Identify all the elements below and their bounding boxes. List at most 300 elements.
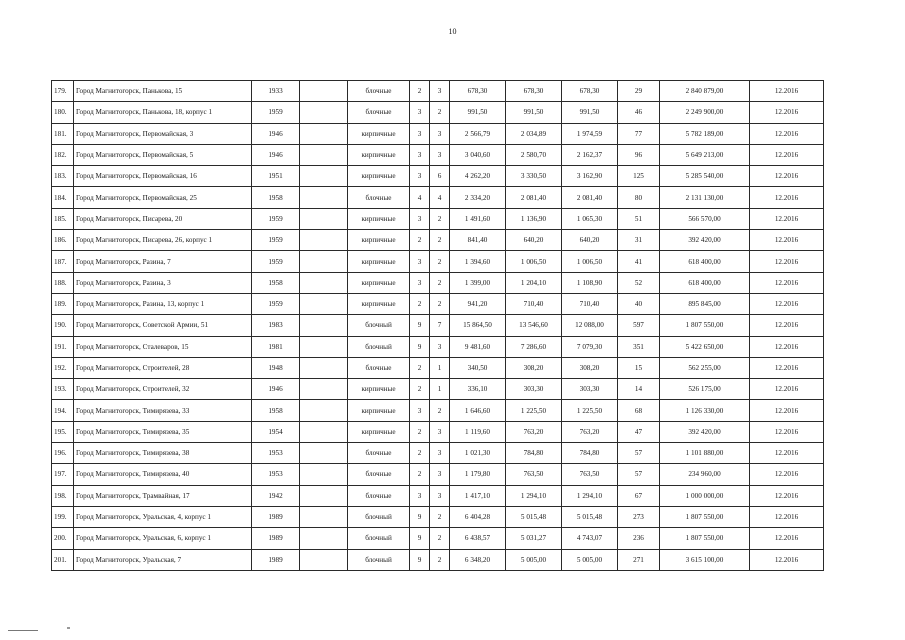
housing-registry-table <box>51 80 824 571</box>
residents-count-cell: 67 <box>618 485 660 506</box>
empty-cell <box>300 400 348 421</box>
residents-count-cell: 68 <box>618 400 660 421</box>
empty-cell <box>300 251 348 272</box>
year-built-cell: 1948 <box>252 357 300 378</box>
total-area-cell: 1 491,60 <box>450 208 506 229</box>
empty-cell <box>300 421 348 442</box>
address-cell: Город Магнитогорск, Уральская, 6, корпус 1 <box>74 528 252 549</box>
address-cell: Город Магнитогорск, Уральская, 4, корпус 1 <box>74 506 252 527</box>
residential-area-cell: 2 162,37 <box>562 144 618 165</box>
residents-count-cell: 31 <box>618 230 660 251</box>
residential-area-cell: 991,50 <box>562 102 618 123</box>
row-number-cell: 193. <box>52 379 74 400</box>
wall-material-cell: кирпичные <box>348 272 410 293</box>
table-row <box>52 230 824 251</box>
row-number-cell: 188. <box>52 272 74 293</box>
deadline-cell: 12.2016 <box>750 102 824 123</box>
entrances-cell: 2 <box>430 400 450 421</box>
floors-cell: 2 <box>410 357 430 378</box>
total-area-cell: 1 417,10 <box>450 485 506 506</box>
wall-material-cell: кирпичные <box>348 208 410 229</box>
wall-material-cell: блочные <box>348 485 410 506</box>
row-number-cell: 179. <box>52 81 74 102</box>
living-area-cell: 1 136,90 <box>506 208 562 229</box>
floors-cell: 9 <box>410 549 430 570</box>
row-number-cell: 182. <box>52 144 74 165</box>
residential-area-cell: 640,20 <box>562 230 618 251</box>
table-row <box>52 123 824 144</box>
living-area-cell: 5 015,48 <box>506 506 562 527</box>
living-area-cell: 710,40 <box>506 293 562 314</box>
total-area-cell: 841,40 <box>450 230 506 251</box>
table-row <box>52 102 824 123</box>
row-number-cell: 187. <box>52 251 74 272</box>
wall-material-cell: блочные <box>348 81 410 102</box>
wall-material-cell: кирпичные <box>348 293 410 314</box>
entrances-cell: 3 <box>430 485 450 506</box>
floors-cell: 2 <box>410 421 430 442</box>
residents-count-cell: 273 <box>618 506 660 527</box>
year-built-cell: 1953 <box>252 443 300 464</box>
table-row <box>52 485 824 506</box>
address-cell: Город Магнитогорск, Первомайская, 16 <box>74 166 252 187</box>
year-built-cell: 1954 <box>252 421 300 442</box>
year-built-cell: 1946 <box>252 379 300 400</box>
repair-cost-cell: 1 101 880,00 <box>660 443 750 464</box>
total-area-cell: 9 481,60 <box>450 336 506 357</box>
table-row <box>52 144 824 165</box>
living-area-cell: 784,80 <box>506 443 562 464</box>
empty-cell <box>300 443 348 464</box>
residents-count-cell: 47 <box>618 421 660 442</box>
residents-count-cell: 51 <box>618 208 660 229</box>
living-area-cell: 2 580,70 <box>506 144 562 165</box>
empty-cell <box>300 336 348 357</box>
entrances-cell: 3 <box>430 464 450 485</box>
deadline-cell: 12.2016 <box>750 528 824 549</box>
entrances-cell: 2 <box>430 528 450 549</box>
empty-cell <box>300 464 348 485</box>
wall-material-cell: кирпичные <box>348 166 410 187</box>
floors-cell: 2 <box>410 464 430 485</box>
repair-cost-cell: 5 285 540,00 <box>660 166 750 187</box>
entrances-cell: 2 <box>430 208 450 229</box>
residents-count-cell: 14 <box>618 379 660 400</box>
repair-cost-cell: 1 807 550,00 <box>660 528 750 549</box>
empty-cell <box>300 144 348 165</box>
total-area-cell: 4 262,20 <box>450 166 506 187</box>
deadline-cell: 12.2016 <box>750 293 824 314</box>
wall-material-cell: кирпичные <box>348 144 410 165</box>
row-number-cell: 183. <box>52 166 74 187</box>
total-area-cell: 941,20 <box>450 293 506 314</box>
wall-material-cell: блочный <box>348 528 410 549</box>
empty-cell <box>300 166 348 187</box>
residents-count-cell: 41 <box>618 251 660 272</box>
address-cell: Город Магнитогорск, Строителей, 32 <box>74 379 252 400</box>
empty-cell <box>300 102 348 123</box>
living-area-cell: 5 005,00 <box>506 549 562 570</box>
floors-cell: 9 <box>410 506 430 527</box>
empty-cell <box>300 315 348 336</box>
deadline-cell: 12.2016 <box>750 443 824 464</box>
floors-cell: 3 <box>410 123 430 144</box>
living-area-cell: 991,50 <box>506 102 562 123</box>
floors-cell: 3 <box>410 400 430 421</box>
row-number-cell: 191. <box>52 336 74 357</box>
scan-artifact-line <box>8 630 38 631</box>
table-row <box>52 251 824 272</box>
address-cell: Город Магнитогорск, Первомайская, 5 <box>74 144 252 165</box>
living-area-cell: 13 546,60 <box>506 315 562 336</box>
residents-count-cell: 236 <box>618 528 660 549</box>
residential-area-cell: 763,50 <box>562 464 618 485</box>
repair-cost-cell: 618 400,00 <box>660 251 750 272</box>
entrances-cell: 2 <box>430 251 450 272</box>
living-area-cell: 2 034,89 <box>506 123 562 144</box>
residents-count-cell: 29 <box>618 81 660 102</box>
wall-material-cell: блочный <box>348 549 410 570</box>
entrances-cell: 2 <box>430 293 450 314</box>
repair-cost-cell: 566 570,00 <box>660 208 750 229</box>
floors-cell: 2 <box>410 293 430 314</box>
year-built-cell: 1933 <box>252 81 300 102</box>
empty-cell <box>300 293 348 314</box>
address-cell: Город Магнитогорск, Строителей, 28 <box>74 357 252 378</box>
row-number-cell: 199. <box>52 506 74 527</box>
repair-cost-cell: 392 420,00 <box>660 230 750 251</box>
floors-cell: 3 <box>410 144 430 165</box>
row-number-cell: 186. <box>52 230 74 251</box>
address-cell: Город Магнитогорск, Писарева, 26, корпус 1 <box>74 230 252 251</box>
floors-cell: 9 <box>410 336 430 357</box>
repair-cost-cell: 1 807 550,00 <box>660 506 750 527</box>
wall-material-cell: блочные <box>348 187 410 208</box>
residential-area-cell: 12 088,00 <box>562 315 618 336</box>
entrances-cell: 3 <box>430 123 450 144</box>
row-number-cell: 189. <box>52 293 74 314</box>
deadline-cell: 12.2016 <box>750 400 824 421</box>
row-number-cell: 192. <box>52 357 74 378</box>
empty-cell <box>300 549 348 570</box>
empty-cell <box>300 230 348 251</box>
row-number-cell: 196. <box>52 443 74 464</box>
floors-cell: 2 <box>410 81 430 102</box>
living-area-cell: 678,30 <box>506 81 562 102</box>
row-number-cell: 181. <box>52 123 74 144</box>
total-area-cell: 1 179,80 <box>450 464 506 485</box>
year-built-cell: 1958 <box>252 272 300 293</box>
repair-cost-cell: 2 131 130,00 <box>660 187 750 208</box>
entrances-cell: 2 <box>430 102 450 123</box>
table-row <box>52 336 824 357</box>
entrances-cell: 1 <box>430 357 450 378</box>
empty-cell <box>300 506 348 527</box>
deadline-cell: 12.2016 <box>750 166 824 187</box>
floors-cell: 3 <box>410 251 430 272</box>
address-cell: Город Магнитогорск, Панькова, 18, корпус 1 <box>74 102 252 123</box>
address-cell: Город Магнитогорск, Писарева, 20 <box>74 208 252 229</box>
year-built-cell: 1958 <box>252 400 300 421</box>
total-area-cell: 6 404,28 <box>450 506 506 527</box>
address-cell: Город Магнитогорск, Трамвайная, 17 <box>74 485 252 506</box>
empty-cell <box>300 528 348 549</box>
living-area-cell: 2 081,40 <box>506 187 562 208</box>
residential-area-cell: 763,20 <box>562 421 618 442</box>
table-row <box>52 315 824 336</box>
residential-area-cell: 1 006,50 <box>562 251 618 272</box>
repair-cost-cell: 5 422 650,00 <box>660 336 750 357</box>
living-area-cell: 3 330,50 <box>506 166 562 187</box>
address-cell: Город Магнитогорск, Разина, 7 <box>74 251 252 272</box>
row-number-cell: 185. <box>52 208 74 229</box>
empty-cell <box>300 208 348 229</box>
deadline-cell: 12.2016 <box>750 187 824 208</box>
total-area-cell: 1 394,60 <box>450 251 506 272</box>
living-area-cell: 1 006,50 <box>506 251 562 272</box>
repair-cost-cell: 3 615 100,00 <box>660 549 750 570</box>
total-area-cell: 678,30 <box>450 81 506 102</box>
address-cell: Город Магнитогорск, Сталеваров, 15 <box>74 336 252 357</box>
year-built-cell: 1959 <box>252 293 300 314</box>
wall-material-cell: кирпичные <box>348 379 410 400</box>
living-area-cell: 1 204,10 <box>506 272 562 293</box>
entrances-cell: 3 <box>430 421 450 442</box>
floors-cell: 3 <box>410 272 430 293</box>
residents-count-cell: 597 <box>618 315 660 336</box>
wall-material-cell: кирпичные <box>348 123 410 144</box>
year-built-cell: 1946 <box>252 123 300 144</box>
total-area-cell: 1 646,60 <box>450 400 506 421</box>
residents-count-cell: 77 <box>618 123 660 144</box>
floors-cell: 2 <box>410 443 430 464</box>
table-row <box>52 506 824 527</box>
row-number-cell: 194. <box>52 400 74 421</box>
address-cell: Город Магнитогорск, Первомайская, 25 <box>74 187 252 208</box>
residential-area-cell: 2 081,40 <box>562 187 618 208</box>
table-row <box>52 187 824 208</box>
row-number-cell: 184. <box>52 187 74 208</box>
residents-count-cell: 351 <box>618 336 660 357</box>
address-cell: Город Магнитогорск, Панькова, 15 <box>74 81 252 102</box>
floors-cell: 3 <box>410 102 430 123</box>
floors-cell: 9 <box>410 528 430 549</box>
row-number-cell: 200. <box>52 528 74 549</box>
entrances-cell: 1 <box>430 379 450 400</box>
repair-cost-cell: 5 782 189,00 <box>660 123 750 144</box>
total-area-cell: 6 438,57 <box>450 528 506 549</box>
total-area-cell: 991,50 <box>450 102 506 123</box>
address-cell: Город Магнитогорск, Разина, 3 <box>74 272 252 293</box>
residential-area-cell: 3 162,90 <box>562 166 618 187</box>
wall-material-cell: кирпичные <box>348 421 410 442</box>
table-row <box>52 357 824 378</box>
residents-count-cell: 271 <box>618 549 660 570</box>
residents-count-cell: 52 <box>618 272 660 293</box>
living-area-cell: 5 031,27 <box>506 528 562 549</box>
residential-area-cell: 1 065,30 <box>562 208 618 229</box>
entrances-cell: 2 <box>430 230 450 251</box>
residential-area-cell: 4 743,07 <box>562 528 618 549</box>
year-built-cell: 1989 <box>252 528 300 549</box>
address-cell: Город Магнитогорск, Уральская, 7 <box>74 549 252 570</box>
residential-area-cell: 1 108,90 <box>562 272 618 293</box>
residents-count-cell: 57 <box>618 443 660 464</box>
wall-material-cell: блочный <box>348 336 410 357</box>
living-area-cell: 1 294,10 <box>506 485 562 506</box>
year-built-cell: 1942 <box>252 485 300 506</box>
residential-area-cell: 308,20 <box>562 357 618 378</box>
page-number: 10 <box>448 27 457 36</box>
row-number-cell: 195. <box>52 421 74 442</box>
wall-material-cell: блочный <box>348 506 410 527</box>
deadline-cell: 12.2016 <box>750 506 824 527</box>
year-built-cell: 1981 <box>252 336 300 357</box>
entrances-cell: 3 <box>430 144 450 165</box>
empty-cell <box>300 272 348 293</box>
repair-cost-cell: 5 649 213,00 <box>660 144 750 165</box>
wall-material-cell: блочные <box>348 443 410 464</box>
deadline-cell: 12.2016 <box>750 272 824 293</box>
floors-cell: 3 <box>410 166 430 187</box>
wall-material-cell: кирпичные <box>348 230 410 251</box>
entrances-cell: 2 <box>430 506 450 527</box>
empty-cell <box>300 81 348 102</box>
deadline-cell: 12.2016 <box>750 421 824 442</box>
total-area-cell: 15 864,50 <box>450 315 506 336</box>
repair-cost-cell: 234 960,00 <box>660 464 750 485</box>
address-cell: Город Магнитогорск, Первомайская, 3 <box>74 123 252 144</box>
entrances-cell: 3 <box>430 81 450 102</box>
wall-material-cell: блочный <box>348 315 410 336</box>
entrances-cell: 3 <box>430 336 450 357</box>
residential-area-cell: 784,80 <box>562 443 618 464</box>
year-built-cell: 1959 <box>252 102 300 123</box>
wall-material-cell: блочные <box>348 357 410 378</box>
deadline-cell: 12.2016 <box>750 208 824 229</box>
repair-cost-cell: 1 807 550,00 <box>660 315 750 336</box>
empty-cell <box>300 485 348 506</box>
entrances-cell: 2 <box>430 272 450 293</box>
repair-cost-cell: 618 400,00 <box>660 272 750 293</box>
empty-cell <box>300 357 348 378</box>
total-area-cell: 6 348,20 <box>450 549 506 570</box>
living-area-cell: 303,30 <box>506 379 562 400</box>
row-number-cell: 198. <box>52 485 74 506</box>
living-area-cell: 763,20 <box>506 421 562 442</box>
year-built-cell: 1959 <box>252 230 300 251</box>
address-cell: Город Магнитогорск, Разина, 13, корпус 1 <box>74 293 252 314</box>
entrances-cell: 7 <box>430 315 450 336</box>
repair-cost-cell: 895 845,00 <box>660 293 750 314</box>
table-row <box>52 549 824 570</box>
empty-cell <box>300 187 348 208</box>
address-cell: Город Магнитогорск, Советской Армии, 51 <box>74 315 252 336</box>
deadline-cell: 12.2016 <box>750 81 824 102</box>
deadline-cell: 12.2016 <box>750 549 824 570</box>
repair-cost-cell: 1 000 000,00 <box>660 485 750 506</box>
living-area-cell: 763,50 <box>506 464 562 485</box>
residents-count-cell: 125 <box>618 166 660 187</box>
repair-cost-cell: 526 175,00 <box>660 379 750 400</box>
scan-artifact-dot <box>67 627 70 629</box>
total-area-cell: 2 566,79 <box>450 123 506 144</box>
total-area-cell: 340,50 <box>450 357 506 378</box>
residents-count-cell: 57 <box>618 464 660 485</box>
table-row <box>52 528 824 549</box>
table-row <box>52 400 824 421</box>
repair-cost-cell: 2 840 879,00 <box>660 81 750 102</box>
wall-material-cell: кирпичные <box>348 400 410 421</box>
residents-count-cell: 40 <box>618 293 660 314</box>
deadline-cell: 12.2016 <box>750 144 824 165</box>
year-built-cell: 1946 <box>252 144 300 165</box>
row-number-cell: 201. <box>52 549 74 570</box>
floors-cell: 3 <box>410 208 430 229</box>
table-row <box>52 81 824 102</box>
residential-area-cell: 7 079,30 <box>562 336 618 357</box>
wall-material-cell: кирпичные <box>348 251 410 272</box>
year-built-cell: 1959 <box>252 251 300 272</box>
row-number-cell: 197. <box>52 464 74 485</box>
deadline-cell: 12.2016 <box>750 336 824 357</box>
floors-cell: 2 <box>410 379 430 400</box>
year-built-cell: 1989 <box>252 506 300 527</box>
total-area-cell: 1 021,30 <box>450 443 506 464</box>
entrances-cell: 4 <box>430 187 450 208</box>
address-cell: Город Магнитогорск, Тимирязева, 38 <box>74 443 252 464</box>
residential-area-cell: 678,30 <box>562 81 618 102</box>
residential-area-cell: 303,30 <box>562 379 618 400</box>
residential-area-cell: 1 974,59 <box>562 123 618 144</box>
total-area-cell: 2 334,20 <box>450 187 506 208</box>
residents-count-cell: 80 <box>618 187 660 208</box>
table-row <box>52 421 824 442</box>
year-built-cell: 1958 <box>252 187 300 208</box>
residential-area-cell: 710,40 <box>562 293 618 314</box>
table-row <box>52 464 824 485</box>
deadline-cell: 12.2016 <box>750 123 824 144</box>
table-row <box>52 208 824 229</box>
deadline-cell: 12.2016 <box>750 379 824 400</box>
residential-area-cell: 1 294,10 <box>562 485 618 506</box>
year-built-cell: 1983 <box>252 315 300 336</box>
deadline-cell: 12.2016 <box>750 357 824 378</box>
year-built-cell: 1989 <box>252 549 300 570</box>
total-area-cell: 1 399,00 <box>450 272 506 293</box>
year-built-cell: 1951 <box>252 166 300 187</box>
deadline-cell: 12.2016 <box>750 251 824 272</box>
deadline-cell: 12.2016 <box>750 315 824 336</box>
floors-cell: 3 <box>410 485 430 506</box>
deadline-cell: 12.2016 <box>750 464 824 485</box>
address-cell: Город Магнитогорск, Тимирязева, 33 <box>74 400 252 421</box>
table-row <box>52 379 824 400</box>
entrances-cell: 2 <box>430 549 450 570</box>
table-row <box>52 272 824 293</box>
entrances-cell: 6 <box>430 166 450 187</box>
residents-count-cell: 96 <box>618 144 660 165</box>
living-area-cell: 308,20 <box>506 357 562 378</box>
table-row <box>52 443 824 464</box>
row-number-cell: 190. <box>52 315 74 336</box>
total-area-cell: 3 040,60 <box>450 144 506 165</box>
total-area-cell: 336,10 <box>450 379 506 400</box>
floors-cell: 9 <box>410 315 430 336</box>
living-area-cell: 7 286,60 <box>506 336 562 357</box>
year-built-cell: 1959 <box>252 208 300 229</box>
floors-cell: 2 <box>410 230 430 251</box>
